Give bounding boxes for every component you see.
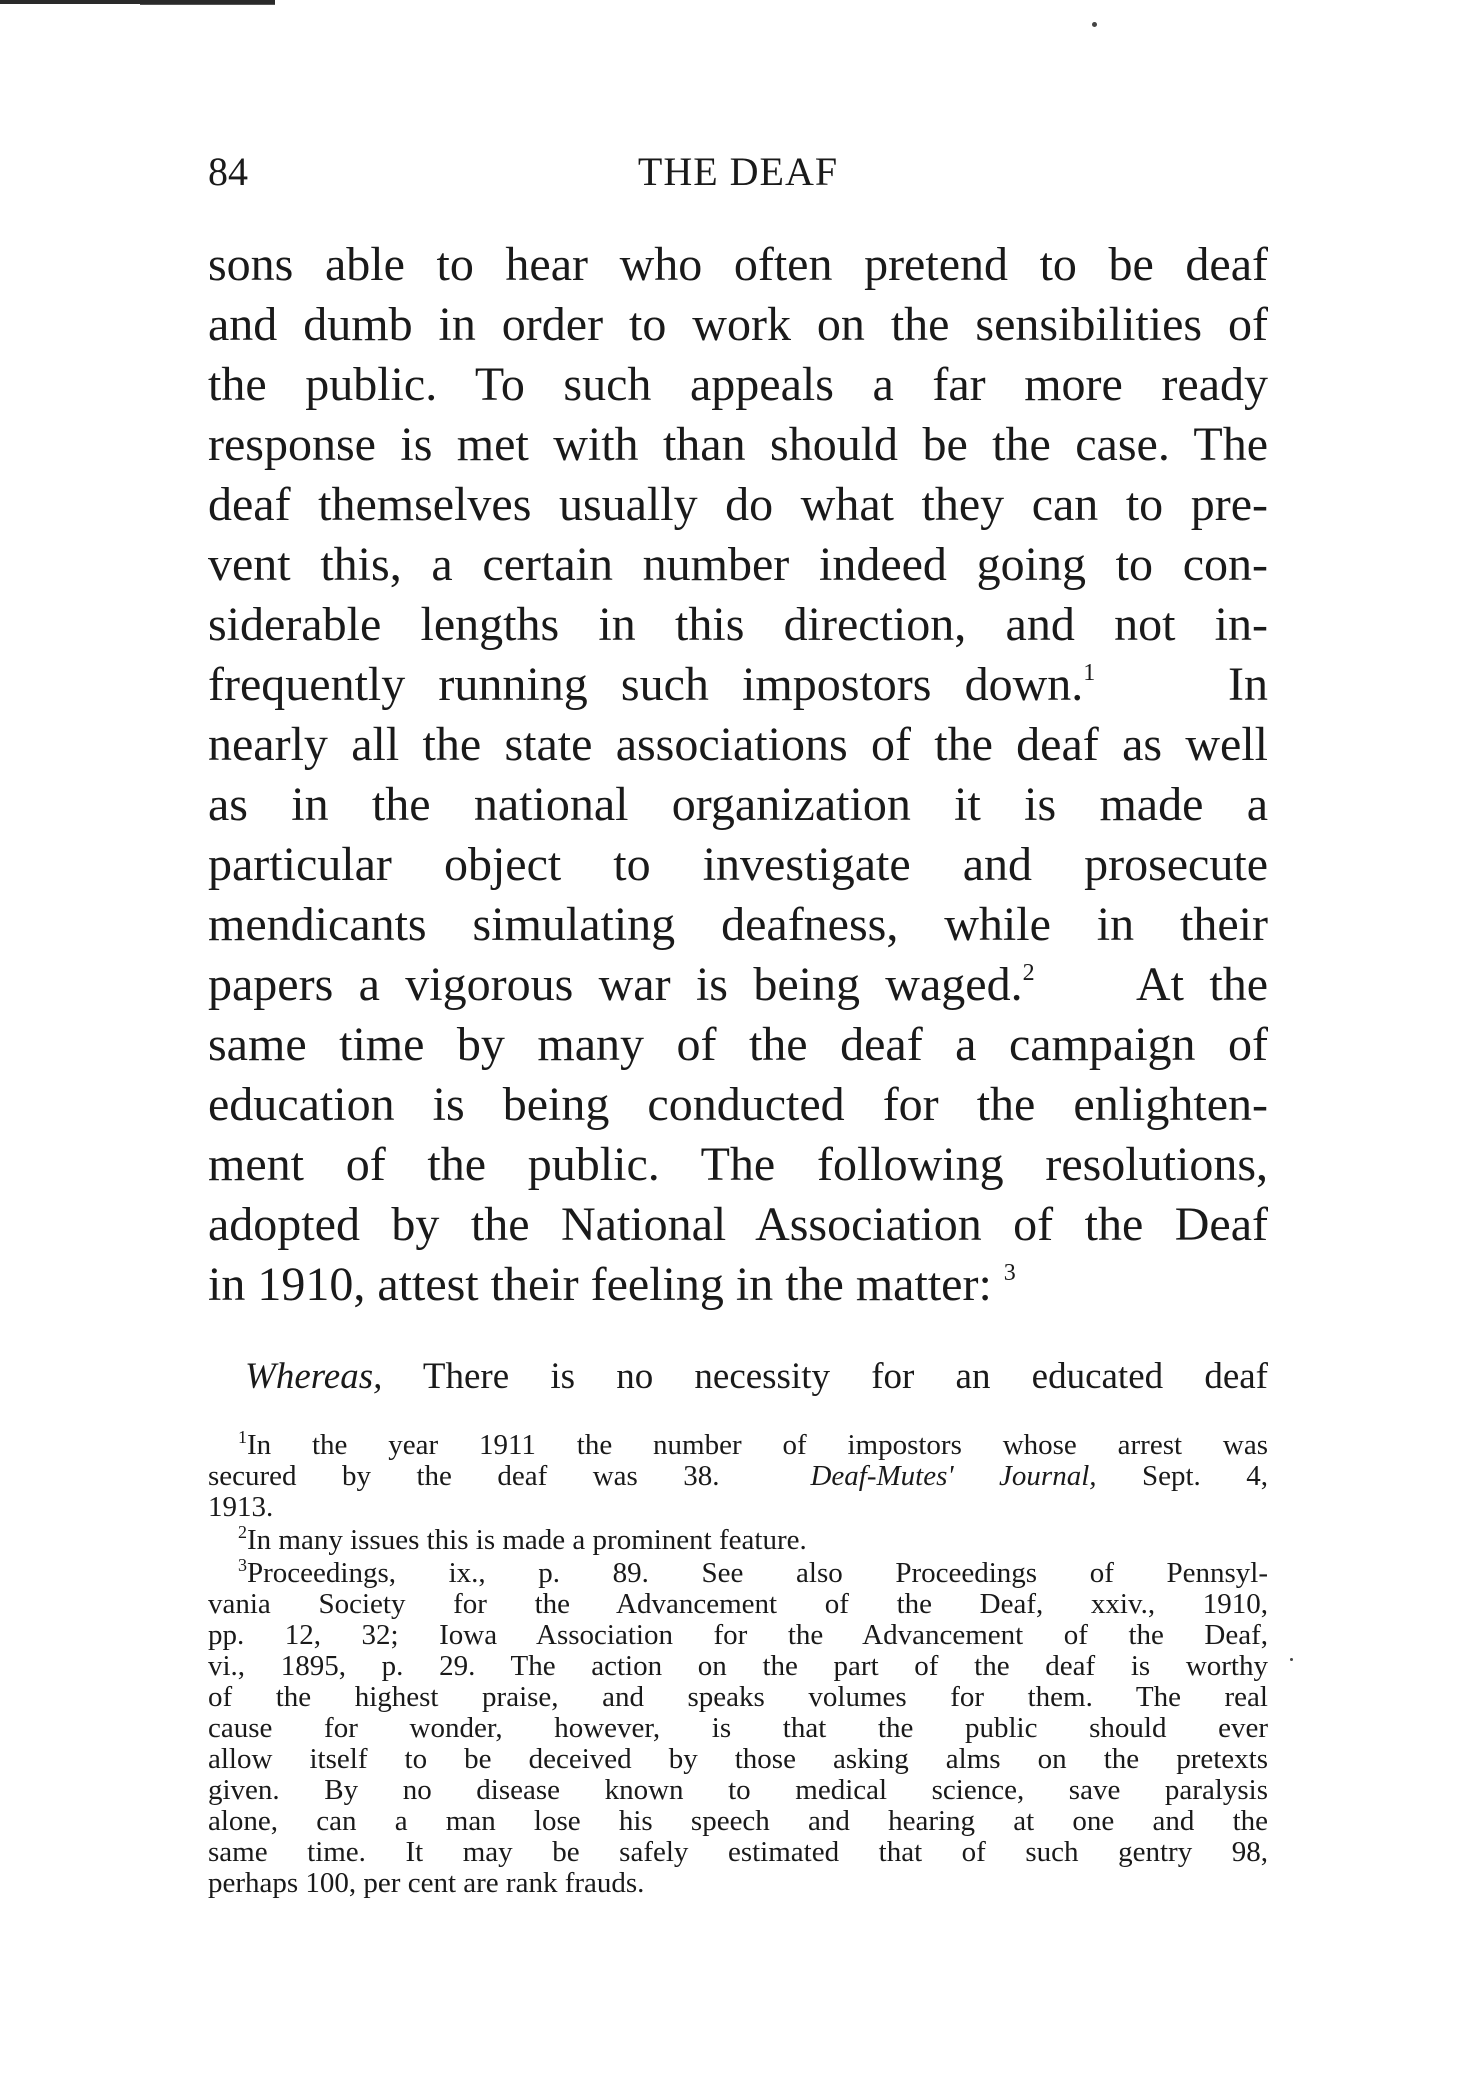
text-line: mendicants simulating deafness, while in their [208, 898, 1268, 951]
footnote-line: pp. 12, 32; Iowa Association for the Advancement of the Deaf, [208, 1619, 1268, 1651]
text-line: siderable lengths in this direction, and not in- [208, 598, 1268, 651]
footnote-ref-2: 2 [1022, 960, 1035, 986]
text-line: the public. To such appeals a far more ready [208, 358, 1268, 411]
footnote-mark: 2 [238, 1522, 247, 1542]
text-line: same time by many of the deaf a campaign of [208, 1018, 1268, 1071]
journal-title: Deaf-Mutes' Journal, [810, 1460, 1097, 1492]
text-line: education is being conducted for the enlighten- [208, 1078, 1268, 1131]
text-segment: secured by the deaf was 38. [208, 1460, 720, 1492]
text-segment: frequently running such impostors down. [208, 658, 1084, 711]
text-line: sons able to hear who often pretend to be deaf [208, 238, 1268, 291]
text-segment: Sept. 4, [1096, 1460, 1268, 1492]
footnote-line: vi., 1895, p. 29. The action on the part of the deaf is worthy [208, 1650, 1268, 1682]
page-number: 84 [208, 149, 248, 194]
running-title: THE DEAF [637, 149, 839, 194]
body-paragraph [208, 235, 1268, 1315]
footnote-line: same time. It may be safely estimated that of such gentry 98, [208, 1836, 1268, 1868]
text-line: adopted by the National Association of the Deaf [208, 1198, 1268, 1251]
ink-speck [1092, 22, 1097, 27]
footnote-1 [208, 1427, 1268, 1523]
top-edge-rule-thin [140, 4, 275, 5]
quote-lead: Whereas, [245, 1356, 383, 1397]
quote-text: There is no necessity for an educated deaf [382, 1356, 1268, 1397]
footnote-line: alone, can a man lose his speech and hearing at one and the [208, 1805, 1268, 1837]
page-header [208, 148, 1268, 204]
text-segment: In the year 1911 the number of impostors whose arrest was [247, 1429, 1268, 1461]
text-line: nearly all the state associations of the deaf as well [208, 718, 1268, 771]
ink-speck [1290, 1658, 1293, 1661]
footnote-line: allow itself to be deceived by those asking alms on the pretexts [208, 1743, 1268, 1775]
text-line: deaf themselves usually do what they can to pre- [208, 478, 1268, 531]
text-segment: papers a vigorous war is being waged. [208, 958, 1023, 1011]
footnote-line [208, 1461, 1268, 1492]
footnote-ref-3: 3 [1003, 1260, 1016, 1286]
text-line: response is met with than should be the case. The [208, 418, 1268, 471]
footnote-line [208, 1427, 1268, 1461]
text-line: and dumb in order to work on the sensibilities of [208, 298, 1268, 351]
footnote-line [208, 1522, 1268, 1556]
text-line [208, 955, 1268, 1015]
text-line: particular object to investigate and prosecute [208, 838, 1268, 891]
footnotes [208, 1427, 1268, 1901]
text-segment: Proceedings, ix., p. 89. See also Proceedings of Pennsyl- [247, 1557, 1268, 1589]
footnote-line: of the highest praise, and speaks volumes for them. The real [208, 1681, 1268, 1713]
text-line: as in the national organization it is made a [208, 778, 1268, 831]
text-segment: in 1910, attest their feeling in the matter: [208, 1258, 992, 1311]
text-line: ment of the public. The following resolutions, [208, 1138, 1268, 1191]
quoted-resolution [245, 1355, 1268, 1399]
text-line [208, 655, 1268, 715]
text-segment: In many issues this is made a prominent feature. [247, 1524, 807, 1556]
footnote-3 [208, 1555, 1268, 1899]
text-line: vent this, a certain number indeed going to con- [208, 538, 1268, 591]
text-segment: In [1228, 658, 1268, 711]
footnote-line: vania Society for the Advancement of the Deaf, xxiv., 1910, [208, 1588, 1268, 1620]
text-line [208, 1255, 1268, 1315]
text-segment: At the [1136, 958, 1269, 1011]
footnote-line: 1913. [208, 1491, 274, 1523]
footnote-line: cause for wonder, however, is that the public should ever [208, 1712, 1268, 1744]
footnote-mark: 3 [238, 1555, 247, 1575]
footnote-line: given. By no disease known to medical science, save paralysis [208, 1774, 1268, 1806]
footnote-ref-1: 1 [1083, 660, 1096, 686]
footnote-2 [208, 1522, 1268, 1556]
footnote-line: perhaps 100, per cent are rank frauds. [208, 1867, 645, 1899]
footnote-mark: 1 [238, 1427, 247, 1447]
footnote-line [208, 1555, 1268, 1589]
